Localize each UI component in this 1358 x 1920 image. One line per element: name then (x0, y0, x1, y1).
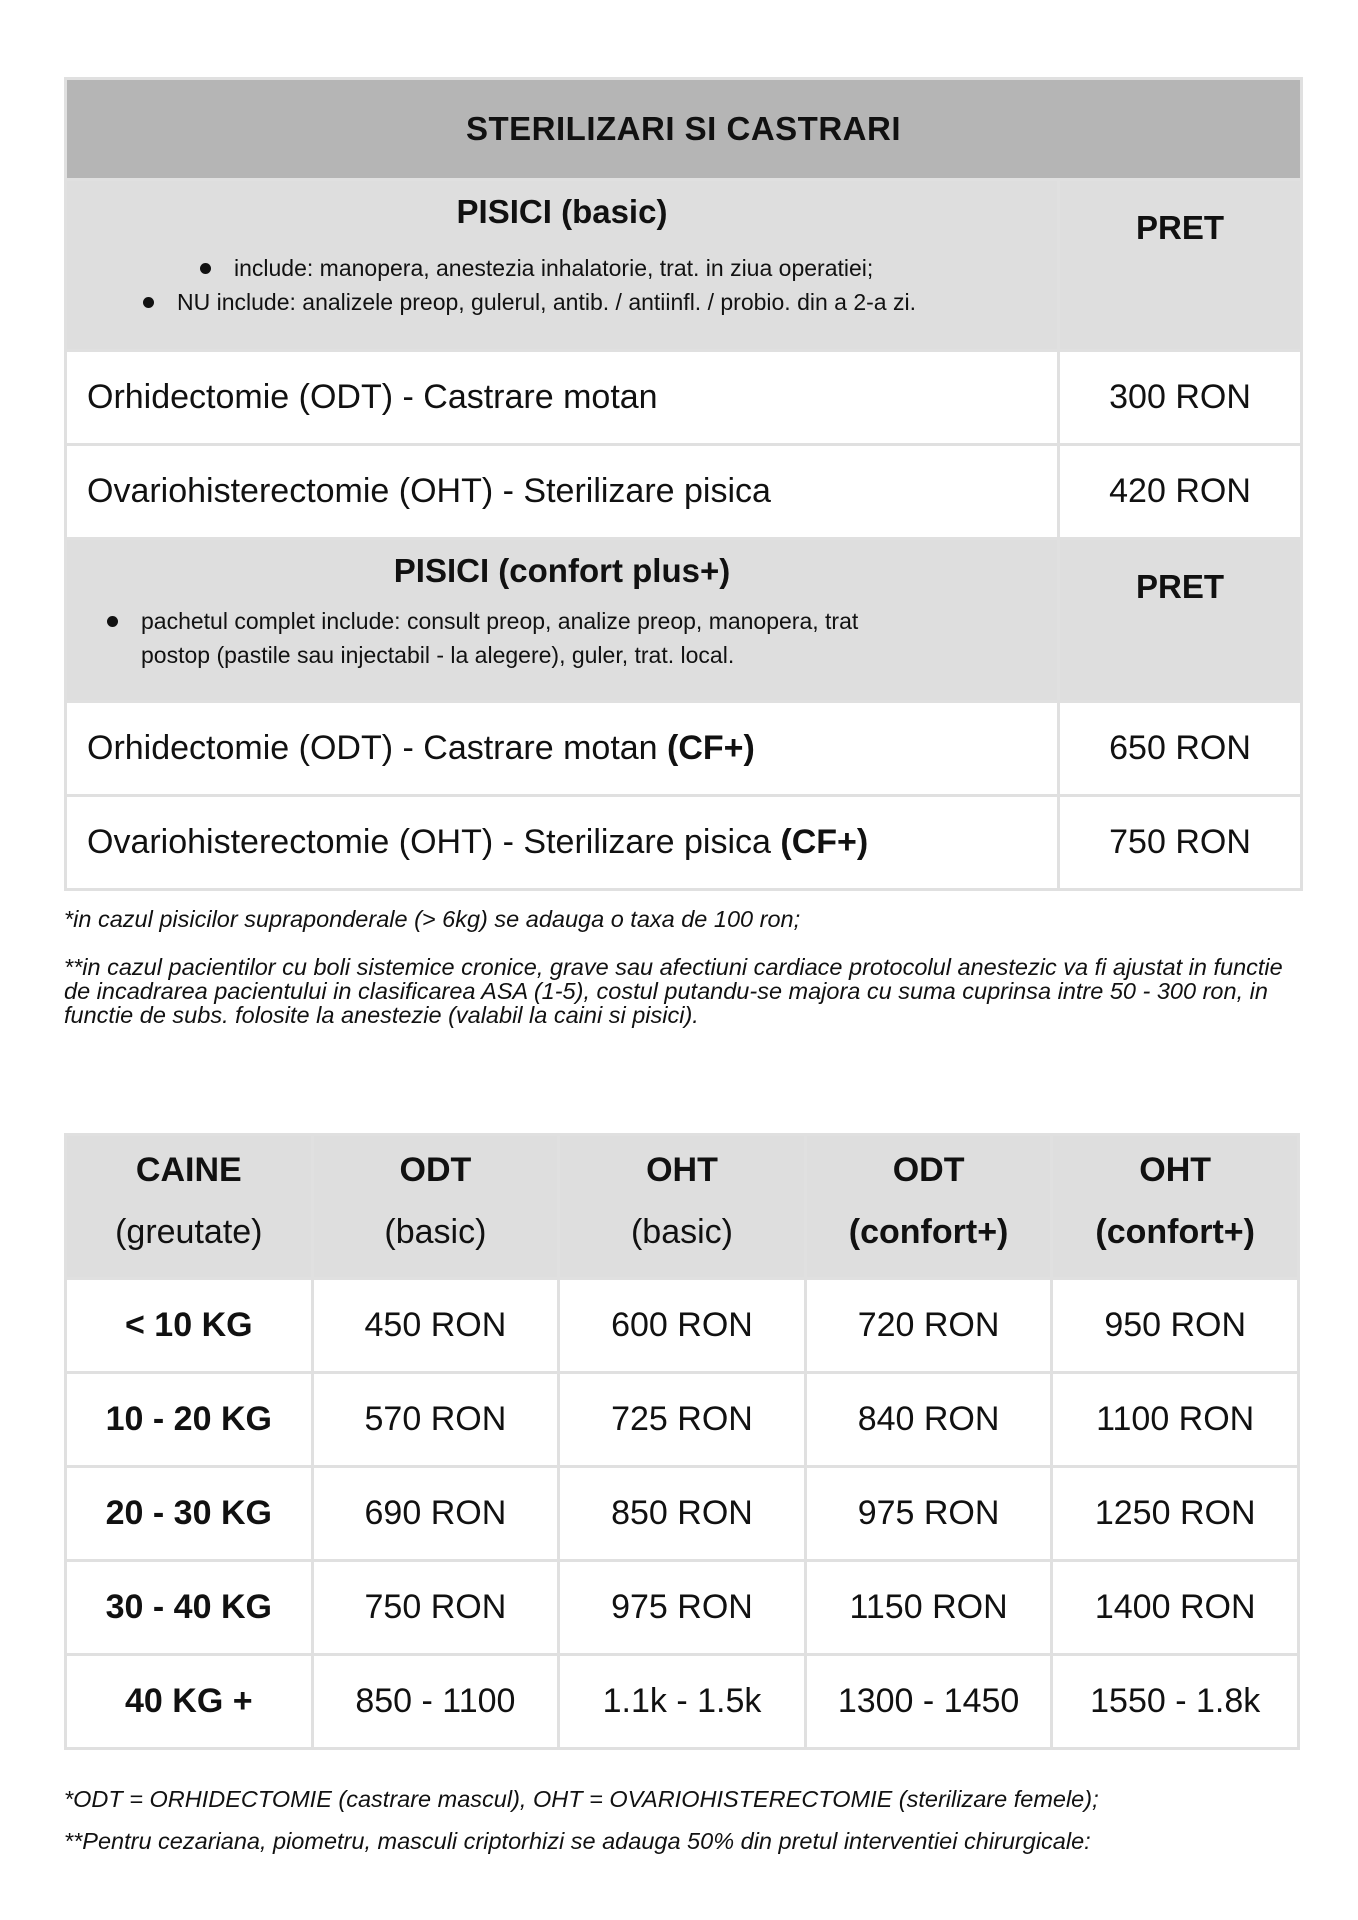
price-cell: 600 RON (559, 1279, 806, 1373)
footnote: *ODT = ORHIDECTOMIE (castrare mascul), OHT = OVARIOHISTERECTOMIE (sterilizare femele); (64, 1786, 1099, 1812)
price-cell: 720 RON (805, 1279, 1052, 1373)
table-row (66, 1655, 1299, 1749)
section-title: PISICI (basic) (456, 193, 668, 230)
price-cell: 1250 RON (1052, 1467, 1299, 1561)
table-row (66, 351, 1302, 445)
procedure-name: Ovariohisterectomie (OHT) - Sterilizare pisica (66, 445, 1059, 539)
price-cell: 840 RON (805, 1373, 1052, 1467)
price-header-cell (1059, 539, 1302, 702)
table-row (66, 1467, 1299, 1561)
procedure-name: Ovariohisterectomie (OHT) - Sterilizare pisica (CF+) (66, 796, 1059, 890)
weight-cell: 20 - 30 KG (66, 1467, 313, 1561)
table-header-row (66, 1135, 1299, 1279)
weight-cell: 40 KG + (66, 1655, 313, 1749)
footnote: **Pentru cezariana, piometru, masculi criptorhizi se adauga 50% din pretul interventiei chirurgicale: (64, 1828, 1091, 1854)
section-header-basic (66, 180, 1059, 351)
price-cell: 690 RON (312, 1467, 559, 1561)
price-cell: 1100 RON (1052, 1373, 1299, 1467)
footnotes-top (64, 907, 1300, 1027)
price-header: PRET (1136, 209, 1225, 246)
price-cell: 725 RON (559, 1373, 806, 1467)
weight-cell: 30 - 40 KG (66, 1561, 313, 1655)
footnote: **in cazul pacientilor cu boli sistemice cronice, grave sau afectiuni cardiace protocolul anestezic va fi ajustat in functie de incadrarea pacientului in clasificarea ASA (1-5), costul putandu-se majora cu suma cuprinsa intre 50 - 300 ron, in functie de subs. folosite la anestezie (valabil la caini si pisici). (64, 954, 1283, 1028)
procedure-price: 750 RON (1059, 796, 1302, 890)
bullet-item: pachetul complet include: consult preop, analize preop, manopera, trat postop (pastile sau injectabil - la alegere), guler, trat. local. (141, 604, 901, 672)
price-cell: 1550 - 1.8k (1052, 1655, 1299, 1749)
price-cell: 975 RON (805, 1467, 1052, 1561)
price-header: PRET (1136, 568, 1225, 605)
section-header-confort-plus (66, 539, 1059, 702)
procedure-name: Orhidectomie (ODT) - Castrare motan (CF+) (66, 702, 1059, 796)
column-header: OHT (basic) (559, 1135, 806, 1279)
weight-cell: < 10 KG (66, 1279, 313, 1373)
section-title: PISICI (confort plus+) (393, 552, 731, 589)
column-header: ODT (basic) (312, 1135, 559, 1279)
footnote: *in cazul pisicilor supraponderale (> 6kg) se adauga o taxa de 100 ron; (64, 906, 801, 932)
price-cell: 450 RON (312, 1279, 559, 1373)
price-cell: 975 RON (559, 1561, 806, 1655)
table-row (66, 796, 1302, 890)
bullet-item: include: manopera, anestezia inhalatorie, trat. in ziua operatiei; (234, 251, 1057, 285)
weight-cell: 10 - 20 KG (66, 1373, 313, 1467)
cats-price-table (64, 77, 1300, 891)
price-cell: 850 - 1100 (312, 1655, 559, 1749)
price-cell: 750 RON (312, 1561, 559, 1655)
column-header: OHT (confort+) (1052, 1135, 1299, 1279)
price-cell: 1400 RON (1052, 1561, 1299, 1655)
dogs-price-table (64, 1133, 1300, 1750)
price-cell: 570 RON (312, 1373, 559, 1467)
table-row (66, 1561, 1299, 1655)
price-header-cell (1059, 180, 1302, 351)
bullet-item: NU include: analizele preop, gulerul, antib. / antiinfl. / probio. din a 2-a zi. (177, 285, 1057, 319)
procedure-name: Orhidectomie (ODT) - Castrare motan (66, 351, 1059, 445)
price-cell: 950 RON (1052, 1279, 1299, 1373)
procedure-price: 650 RON (1059, 702, 1302, 796)
table-row (66, 445, 1302, 539)
price-cell: 1.1k - 1.5k (559, 1655, 806, 1749)
price-cell: 1300 - 1450 (805, 1655, 1052, 1749)
table-row (66, 1279, 1299, 1373)
price-cell: 1150 RON (805, 1561, 1052, 1655)
footnotes-bottom (64, 1778, 1300, 1862)
procedure-price: 420 RON (1059, 445, 1302, 539)
table-title: STERILIZARI SI CASTRARI (66, 79, 1302, 180)
procedure-price: 300 RON (1059, 351, 1302, 445)
column-header: ODT (confort+) (805, 1135, 1052, 1279)
table-row (66, 702, 1302, 796)
table-row (66, 1373, 1299, 1467)
price-cell: 850 RON (559, 1467, 806, 1561)
column-header: CAINE (greutate) (66, 1135, 313, 1279)
